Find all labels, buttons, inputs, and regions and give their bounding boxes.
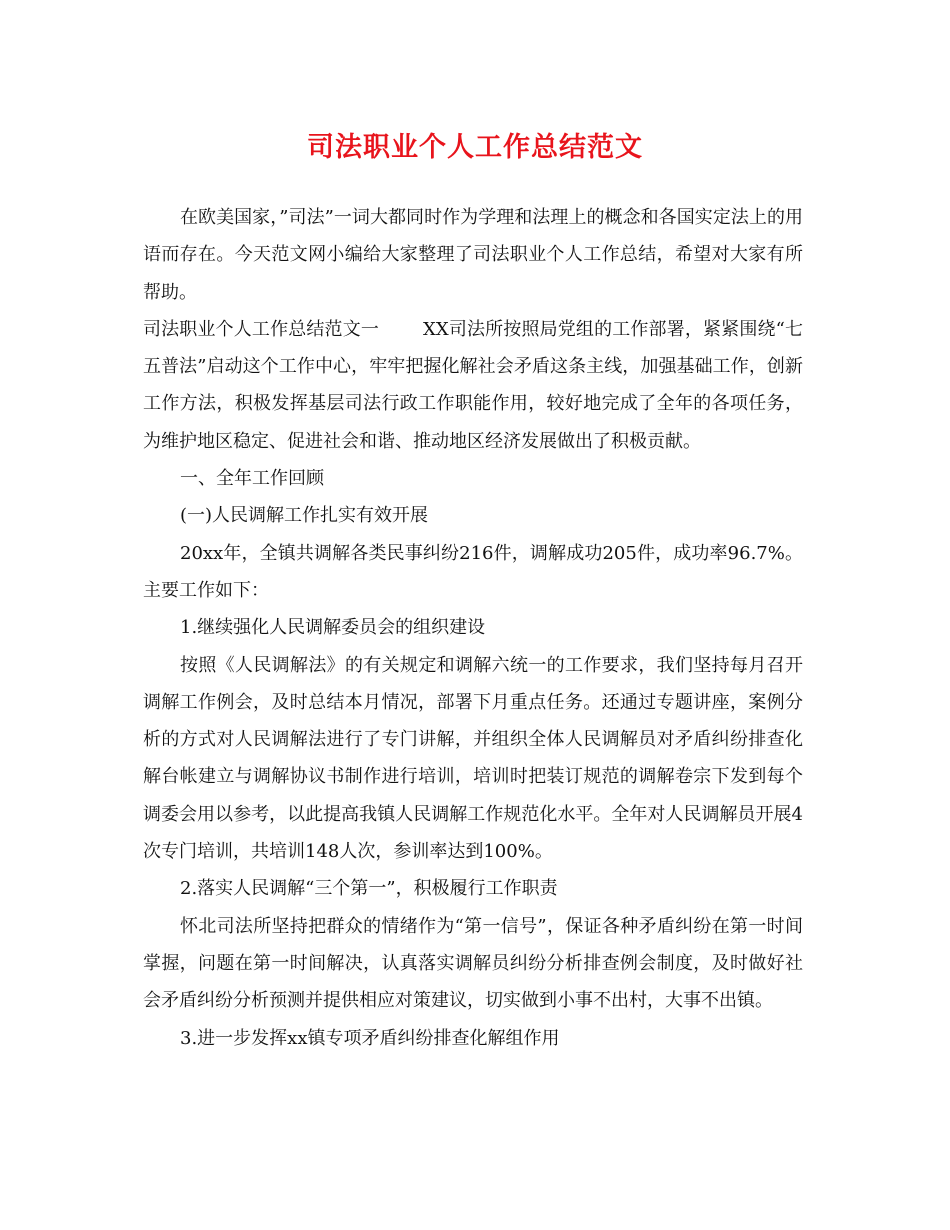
item-heading-2: 2.落实人民调解“三个第一”，积极履行工作职责 [180,878,558,900]
section-heading: 一、全年工作回顾 [180,468,324,490]
article-lead-text: XX司法所按照局党组的工作部署，紧紧围绕“七五普法”启动这个工作中心，牢牢把握化解社会矛盾这条主线，加强基础工作，创新工作方法，积极发挥基层司法行政工作职能作用，较好地完成了全年的各项任务，为维护地区稳定、促进社会和谐、推动地区经济发展做出了积极贡献。 [143,318,803,452]
document-title: 司法职业个人工作总结范文 [307,132,643,163]
subsection-heading: (一)人民调解工作扎实有效开展 [180,505,429,527]
document-body [143,199,803,1057]
intro-paragraph: 在欧美国家，”司法”一词大都同时作为学理和法理上的概念和各国实定法上的用语而存在。今天范文网小编给大家整理了司法职业个人工作总结，希望对大家有所帮助。 [143,207,803,303]
item-heading-3: 3.进一步发挥xx镇专项矛盾纠纷排查化解组作用 [180,1027,560,1049]
article-first-paragraph [143,311,803,460]
stats-paragraph: 20xx年，全镇共调解各类民事纠纷216件，调解成功205件，成功率96.7%。主要工作如下： [143,542,803,601]
item-body-1: 按照《人民调解法》的有关规定和调解六统一的工作要求，我们坚持每月召开调解工作例会，及时总结本月情况，部署下月重点任务。还通过专题讲座，案例分析的方式对人民调解法进行了专门讲解，并组织全体人民调解员对矛盾纠纷排查化解台帐建立与调解协议书制作进行培训，培训时把装订规范的调解卷宗下发到每个调委会用以参考，以此提高我镇人民调解工作规范化水平。全年对人民调解员开展4次专门培训，共培训148人次，参训率达到100%。 [143,654,803,863]
item-heading-1: 1.继续强化人民调解委员会的组织建设 [180,617,486,639]
article-heading: 司法职业个人工作总结范文一 [143,318,380,340]
item-body-2: 怀北司法所坚持把群众的情绪作为“第一信号”，保证各种矛盾纠纷在第一时间掌握，问题在第一时间解决，认真落实调解员纠纷分析排查例会制度，及时做好社会矛盾纠纷分析预测并提供相应对策建议，切实做到小事不出村，大事不出镇。 [143,915,803,1012]
